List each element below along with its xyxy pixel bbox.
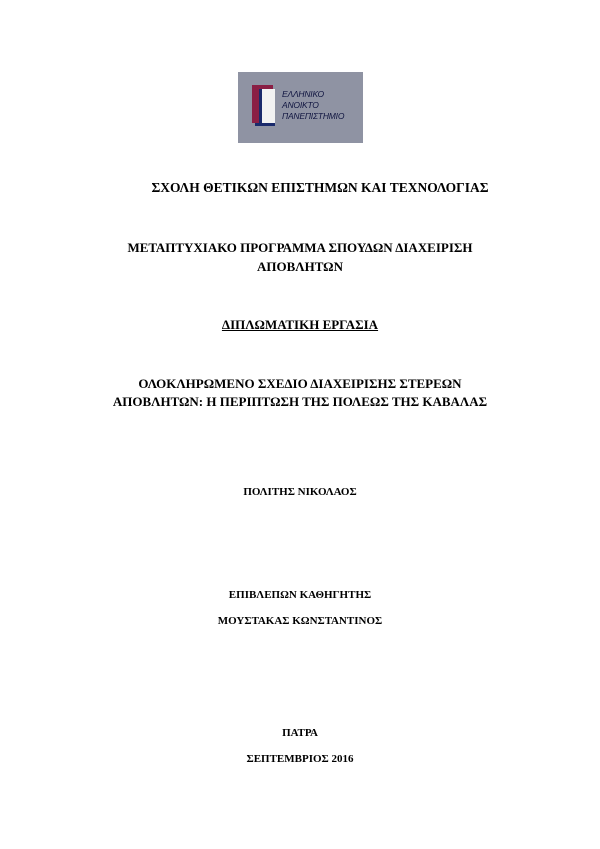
logo-line-3: ΠΑΝΕΠΙΣΤΗΜΙΟ [282, 111, 345, 121]
document-type: ΔΙΠΛΩΜΑΤΙΚΗ ΕΡΓΑΣΙΑ [221, 317, 379, 332]
supervisor-name: ΜΟΥΣΤΑΚΑΣ ΚΩΝΣΤΑΝΤΙΝΟΣ [217, 615, 383, 627]
logo-line-1: ΕΛΛΗΝΙΚΟ [282, 89, 324, 99]
book-icon [252, 85, 276, 126]
logo-wordmark [282, 89, 344, 122]
city: ΠΑΤΡΑ [282, 727, 318, 739]
university-logo [238, 72, 363, 143]
logo-line-2: ΑΝΟΙΚΤΟ [282, 100, 319, 110]
date: ΣΕΠΤΕΜΒΡΙΟΣ 2016 [246, 753, 354, 765]
program-name-line-2: ΑΠΟΒΛΗΤΩΝ [257, 259, 343, 274]
program-name-line-1: ΜΕΤΑΠΤΥΧΙΑΚΟ ΠΡΟΓΡΑΜΜΑ ΣΠΟΥΔΩΝ ΔΙΑΧΕΙΡΙΣΗ [127, 240, 473, 255]
school-name: ΣΧΟΛΗ ΘΕΤΙΚΩΝ ΕΠΙΣΤΗΜΩΝ ΚΑΙ ΤΕΧΝΟΛΟΓΙΑΣ [151, 180, 489, 195]
thesis-title-line-1: ΟΛΟΚΛΗΡΩΜΕΝΟ ΣΧΕΔΙΟ ΔΙΑΧΕΙΡΙΣΗΣ ΣΤΕΡΕΩΝ [138, 376, 462, 391]
author-name: ΠΟΛΙΤΗΣ ΝΙΚΟΛΑΟΣ [243, 486, 357, 498]
supervisor-label: ΕΠΙΒΛΕΠΩΝ ΚΑΘΗΓΗΤΗΣ [228, 589, 372, 601]
thesis-title-line-2: ΑΠΟΒΛΗΤΩΝ: Η ΠΕΡΙΠΤΩΣΗ ΤΗΣ ΠΟΛΕΩΣ ΤΗΣ ΚΑΒΑΛΑΣ [112, 394, 488, 409]
